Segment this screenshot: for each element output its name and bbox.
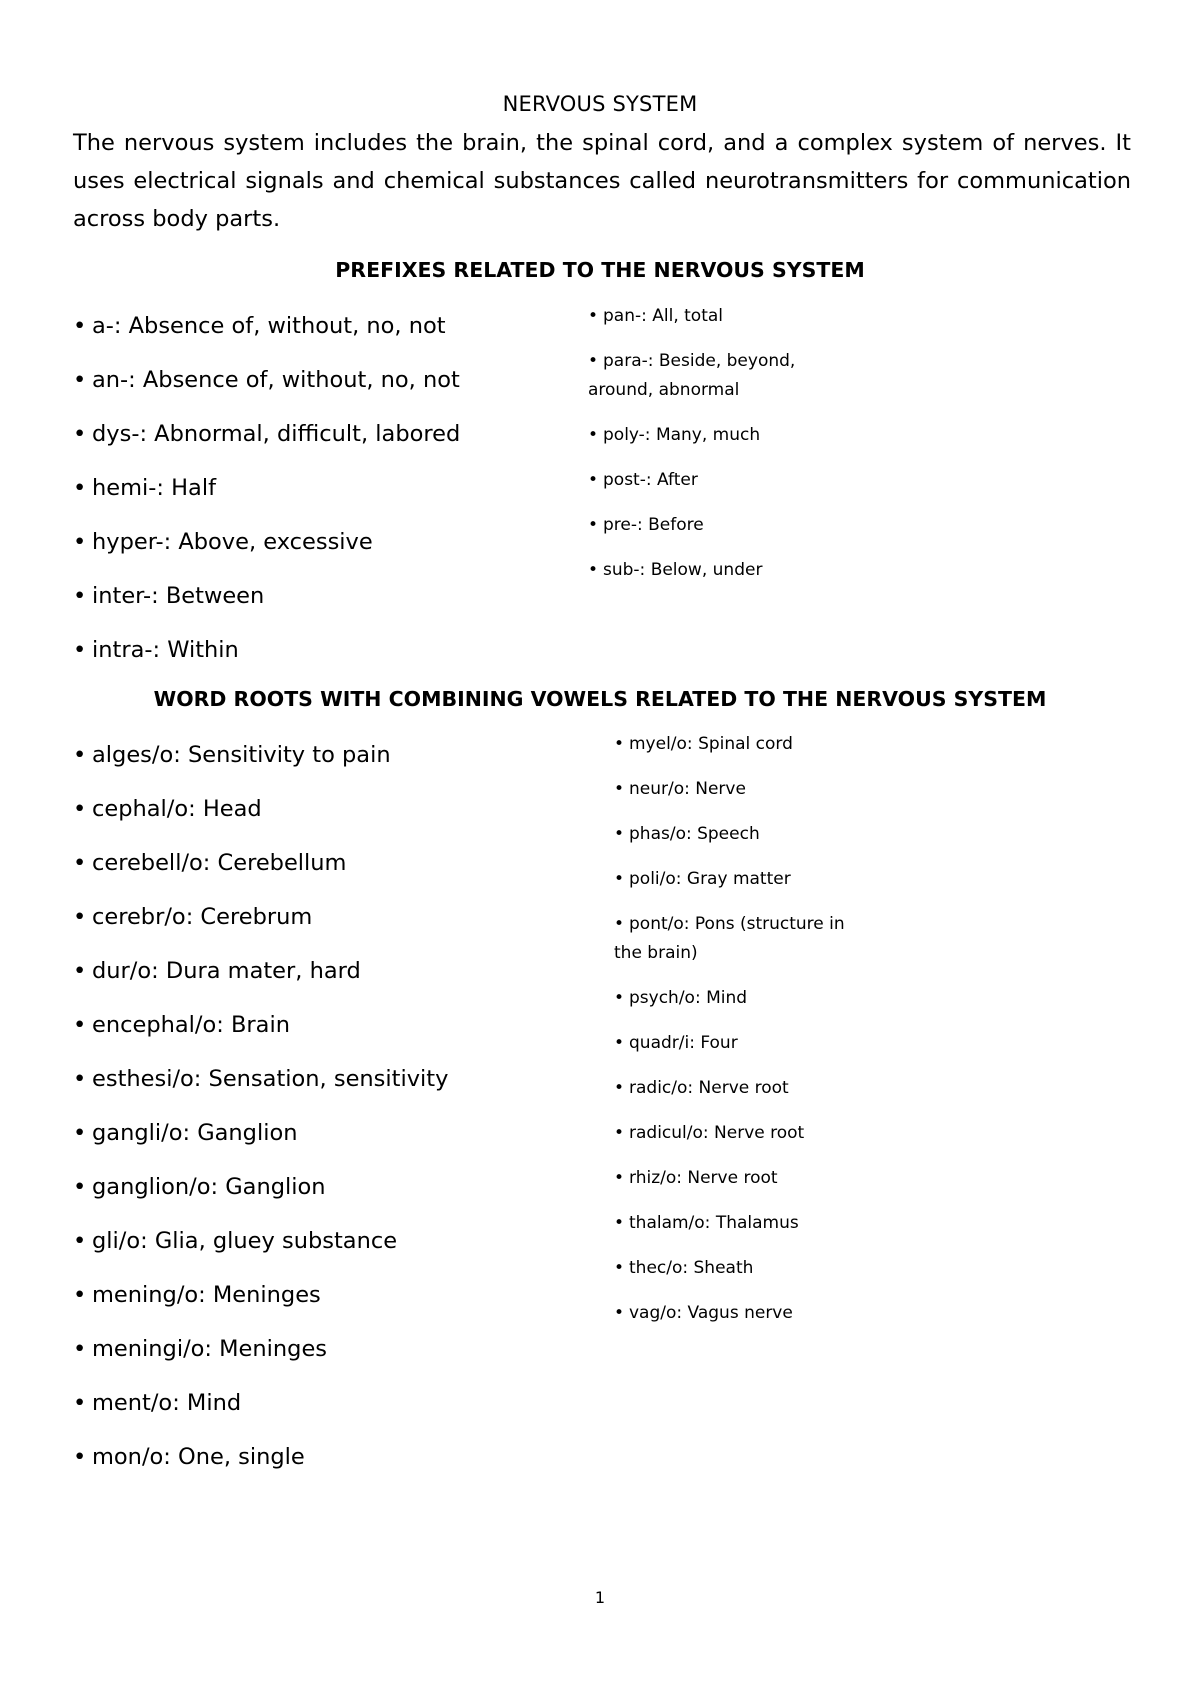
bullet-icon: •: [73, 1282, 87, 1308]
list-item: [614, 730, 874, 759]
list-item-text: meningi/o: Meninges: [92, 1336, 328, 1362]
list-item-text: mening/o: Meninges: [92, 1282, 321, 1308]
list-item-text: sub-: Below, under: [603, 560, 763, 580]
bullet-icon: •: [614, 914, 625, 934]
list-item: [73, 1388, 448, 1442]
roots-left-list: [73, 740, 448, 1496]
list-item: [588, 347, 848, 405]
list-item-text: intra-: Within: [92, 637, 239, 663]
bullet-icon: •: [73, 367, 87, 393]
bullet-icon: •: [73, 313, 87, 339]
bullet-icon: •: [614, 1168, 625, 1188]
list-item: [73, 794, 448, 848]
list-item: [614, 775, 874, 804]
list-item: [588, 556, 848, 585]
list-item: [614, 1209, 874, 1238]
list-item-text: alges/o: Sensitivity to pain: [92, 742, 391, 768]
prefixes-left-list: [73, 311, 460, 689]
roots-right-list: [614, 730, 874, 1344]
list-item-text: poly-: Many, much: [603, 425, 761, 445]
list-item: [73, 1010, 448, 1064]
list-item-text: an-: Absence of, without, no, not: [92, 367, 460, 393]
bullet-icon: •: [614, 1213, 625, 1233]
bullet-icon: •: [73, 637, 87, 663]
bullet-icon: •: [588, 470, 599, 490]
list-item: [73, 740, 448, 794]
list-item-text: a-: Absence of, without, no, not: [92, 313, 446, 339]
intro-paragraph: The nervous system includes the brain, the spinal cord, and a complex system of nerves. It uses electrical signals and chemical substances called neurotransmitters for communication across body parts.: [73, 130, 1131, 232]
bullet-icon: •: [73, 421, 87, 447]
bullet-icon: •: [73, 796, 87, 822]
bullet-icon: •: [73, 1390, 87, 1416]
prefixes-heading: PREFIXES RELATED TO THE NERVOUS SYSTEM: [335, 258, 865, 282]
bullet-icon: •: [73, 475, 87, 501]
bullet-icon: •: [73, 1012, 87, 1038]
list-item: [614, 1164, 874, 1193]
bullet-icon: •: [588, 306, 599, 326]
list-item-text: neur/o: Nerve: [629, 779, 746, 799]
list-item: [614, 1029, 874, 1058]
list-item-text: hyper-: Above, excessive: [92, 529, 373, 555]
list-item-text: radic/o: Nerve root: [629, 1078, 789, 1098]
list-item: [73, 848, 448, 902]
bullet-icon: •: [73, 1228, 87, 1254]
list-item-text: psych/o: Mind: [629, 988, 748, 1008]
list-item: [73, 365, 460, 419]
list-item-text: ment/o: Mind: [92, 1390, 242, 1416]
list-item-text: pre-: Before: [603, 515, 704, 535]
list-item: [614, 984, 874, 1013]
prefixes-right-list: [588, 302, 848, 601]
bullet-icon: •: [73, 958, 87, 984]
bullet-icon: •: [73, 904, 87, 930]
list-item: [73, 1118, 448, 1172]
list-item: [614, 910, 874, 968]
bullet-icon: •: [614, 1033, 625, 1053]
list-item-text: thalam/o: Thalamus: [629, 1213, 799, 1233]
list-item-text: dys-: Abnormal, difficult, labored: [92, 421, 461, 447]
list-item-text: encephal/o: Brain: [92, 1012, 290, 1038]
bullet-icon: •: [614, 1078, 625, 1098]
list-item-text: cerebr/o: Cerebrum: [92, 904, 313, 930]
bullet-icon: •: [73, 1174, 87, 1200]
list-item: [614, 1074, 874, 1103]
bullet-icon: •: [614, 988, 625, 1008]
list-item-text: mon/o: One, single: [92, 1444, 305, 1470]
list-item-text: ganglion/o: Ganglion: [92, 1174, 326, 1200]
list-item: [73, 473, 460, 527]
list-item: [73, 1334, 448, 1388]
list-item: [73, 527, 460, 581]
list-item: [588, 511, 848, 540]
bullet-icon: •: [614, 734, 625, 754]
list-item: [614, 1254, 874, 1283]
list-item-text: dur/o: Dura mater, hard: [92, 958, 361, 984]
bullet-icon: •: [588, 560, 599, 580]
list-item: [614, 820, 874, 849]
bullet-icon: •: [73, 1066, 87, 1092]
page-number: 1: [594, 1588, 606, 1607]
list-item-text: esthesi/o: Sensation, sensitivity: [92, 1066, 449, 1092]
bullet-icon: •: [614, 1258, 625, 1278]
document-title: NERVOUS SYSTEM: [502, 92, 698, 117]
bullet-icon: •: [73, 850, 87, 876]
list-item: [588, 302, 848, 331]
list-item: [73, 419, 460, 473]
bullet-icon: •: [588, 515, 599, 535]
list-item-text: cerebell/o: Cerebellum: [92, 850, 347, 876]
list-item: [614, 865, 874, 894]
list-item-text: quadr/i: Four: [629, 1033, 738, 1053]
list-item-text: radicul/o: Nerve root: [629, 1123, 805, 1143]
bullet-icon: •: [614, 869, 625, 889]
bullet-icon: •: [73, 1336, 87, 1362]
list-item: [73, 1280, 448, 1334]
list-item: [73, 635, 460, 689]
list-item-text: pan-: All, total: [603, 306, 724, 326]
list-item: [73, 1226, 448, 1280]
list-item: [73, 581, 460, 635]
bullet-icon: •: [73, 583, 87, 609]
list-item-text: hemi-: Half: [92, 475, 217, 501]
bullet-icon: •: [73, 529, 87, 555]
list-item-text: cephal/o: Head: [92, 796, 262, 822]
list-item-text: thec/o: Sheath: [629, 1258, 754, 1278]
list-item: [73, 1064, 448, 1118]
list-item: [73, 1442, 448, 1496]
list-item-text: inter-: Between: [92, 583, 265, 609]
list-item: [73, 1172, 448, 1226]
list-item: [73, 902, 448, 956]
bullet-icon: •: [588, 425, 599, 445]
roots-heading: WORD ROOTS WITH COMBINING VOWELS RELATED TO THE NERVOUS SYSTEM: [153, 687, 1047, 711]
bullet-icon: •: [614, 1303, 625, 1323]
list-item-text: phas/o: Speech: [629, 824, 760, 844]
list-item-text: myel/o: Spinal cord: [629, 734, 793, 754]
list-item: [588, 466, 848, 495]
list-item-text: pont/o: Pons (structure in the brain): [614, 914, 845, 963]
bullet-icon: •: [73, 1444, 87, 1470]
bullet-icon: •: [614, 824, 625, 844]
list-item: [73, 956, 448, 1010]
bullet-icon: •: [614, 1123, 625, 1143]
list-item-text: rhiz/o: Nerve root: [629, 1168, 778, 1188]
bullet-icon: •: [588, 351, 599, 371]
list-item: [588, 421, 848, 450]
list-item-text: post-: After: [603, 470, 698, 490]
bullet-icon: •: [73, 742, 87, 768]
list-item-text: gli/o: Glia, gluey substance: [92, 1228, 398, 1254]
list-item-text: vag/o: Vagus nerve: [629, 1303, 793, 1323]
bullet-icon: •: [73, 1120, 87, 1146]
list-item-text: poli/o: Gray matter: [629, 869, 791, 889]
list-item: [614, 1299, 874, 1328]
bullet-icon: •: [614, 779, 625, 799]
list-item: [73, 311, 460, 365]
list-item-text: gangli/o: Ganglion: [92, 1120, 298, 1146]
list-item: [614, 1119, 874, 1148]
list-item-text: para-: Beside, beyond, around, abnormal: [588, 351, 796, 400]
